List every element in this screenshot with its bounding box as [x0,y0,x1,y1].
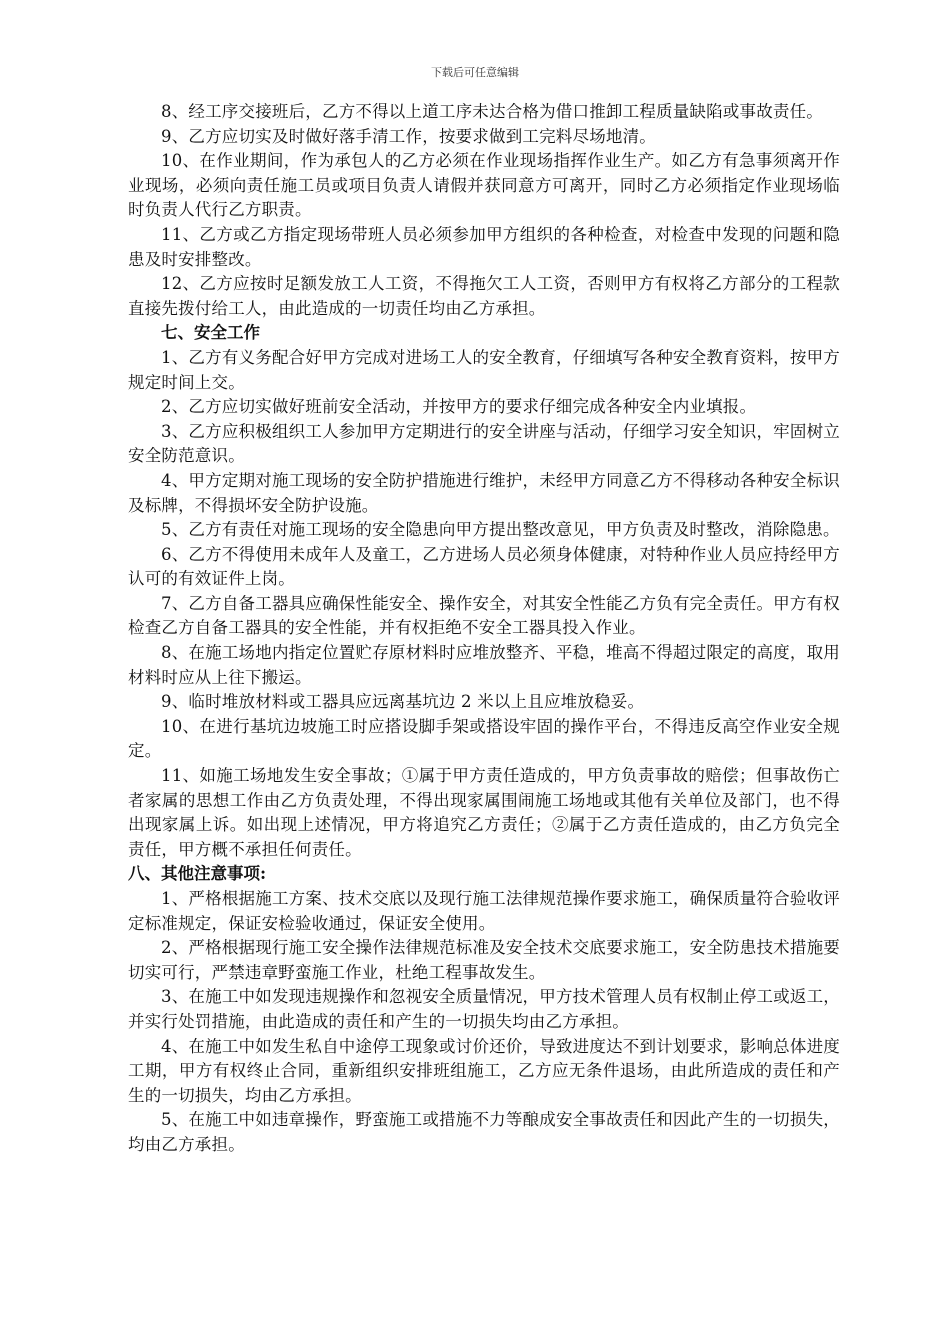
paragraph-safety-8: 8、在施工场地内指定位置贮存原材料时应堆放整齐、平稳，堆高不得超过限定的高度，取用材料时应从上往下搬运。 [128,643,840,687]
paragraph-7-12: 12、乙方应按时足额发放工人工资，不得拖欠工人工资，否则甲方有权将乙方部分的工程款直接先拨付给工人，由此造成的一切责任均由乙方承担。 [128,274,840,318]
paragraph-notes-2: 2、严格根据现行施工安全操作法律规范标准及安全技术交底要求施工，安全防患技术措施要切实可行，严禁违章野蛮施工作业，杜绝工程事故发生。 [128,938,840,982]
paragraph-notes-1: 1、严格根据施工方案、技术交底以及现行施工法律规范操作要求施工，确保质量符合验收评定标准规定，保证安检验收通过，保证安全使用。 [128,889,840,933]
document-body [128,100,840,1158]
section-heading-safety: 七、安全工作 [161,323,260,343]
paragraph-notes-3: 3、在施工中如发现违规操作和忽视安全质量情况，甲方技术管理人员有权制止停工或返工，并实行处罚措施，由此造成的责任和产生的一切损失均由乙方承担。 [128,987,840,1031]
paragraph-safety-6: 6、乙方不得使用未成年人及童工，乙方进场人员必须身体健康，对特种作业人员应持经甲方认可的有效证件上岗。 [128,544,840,589]
paragraph-notes-5: 5、在施工中如违章操作，野蛮施工或措施不力等酿成安全事故责任和因此产生的一切损失，均由乙方承担。 [128,1110,840,1154]
paragraph-safety-7: 7、乙方自备工器具应确保性能安全、操作安全，对其安全性能乙方负有完全责任。甲方有权检查乙方自备工器具的安全性能，并有权拒绝不安全工器具投入作业。 [128,593,840,638]
page-header-note: 下载后可任意编辑 [431,66,519,79]
paragraph-safety-10: 10、在进行基坑边坡施工时应搭设脚手架或搭设牢固的操作平台，不得违反高空作业安全规定。 [128,716,840,761]
paragraph-7-10: 10、在作业期间，作为承包人的乙方必须在作业现场指挥作业生产。如乙方有急事须离开作业现场，必须向责任施工员或项目负责人请假并获同意方可离开，同时乙方必须指定作业现场临时负责人代行乙方职责。 [128,151,840,220]
paragraph-safety-5: 5、乙方有责任对施工现场的安全隐患向甲方提出整改意见，甲方负责及时整改，消除隐患。 [161,520,840,540]
paragraph-safety-3: 3、乙方应积极组织工人参加甲方定期进行的安全讲座与活动，仔细学习安全知识，牢固树立安全防范意识。 [128,421,840,466]
paragraph-7-8: 8、经工序交接班后，乙方不得以上道工序未达合格为借口推卸工程质量缺陷或事故责任。 [161,102,823,121]
paragraph-safety-2: 2、乙方应切实做好班前安全活动，并按甲方的要求仔细完成各种安全内业填报。 [161,397,757,417]
paragraph-notes-4: 4、在施工中如发生私自中途停工现象或讨价还价，导致进度达不到计划要求，影响总体进度工期，甲方有权终止合同，重新组织安排班组施工，乙方应无条件退场，由此所造成的责任和产生的一切损失，均由乙方承担。 [128,1036,840,1105]
paragraph-safety-1: 1、乙方有义务配合好甲方完成对进场工人的安全教育，仔细填写各种安全教育资料，按甲方规定时间上交。 [128,347,840,392]
paragraph-safety-11: 11、如施工场地发生安全事故；①属于甲方责任造成的，甲方负责事故的赔偿；但事故伤亡者家属的思想工作由乙方负责处理，不得出现家属围闹施工场地或其他有关单位及部门，也不得出现家属上诉。如出现上述情况，甲方将追究乙方责任；②属于乙方责任造成的，由乙方负完全责任，甲方概不承担任何责任。 [128,766,840,859]
paragraph-safety-9: 9、临时堆放材料或工器具应远离基坑边 2 米以上且应堆放稳妥。 [161,692,645,712]
paragraph-7-9: 9、乙方应切实及时做好落手清工作，按要求做到工完料尽场地清。 [161,126,656,146]
paragraph-safety-4: 4、甲方定期对施工现场的安全防护措施进行维护，未经甲方同意乙方不得移动各种安全标识及标牌，不得损坏安全防护设施。 [128,470,840,515]
section-heading-other-notes: 八、其他注意事项: [128,864,267,884]
paragraph-7-11: 11、乙方或乙方指定现场带班人员必须参加甲方组织的各种检查，对检查中发现的问题和隐患及时安排整改。 [128,224,840,269]
